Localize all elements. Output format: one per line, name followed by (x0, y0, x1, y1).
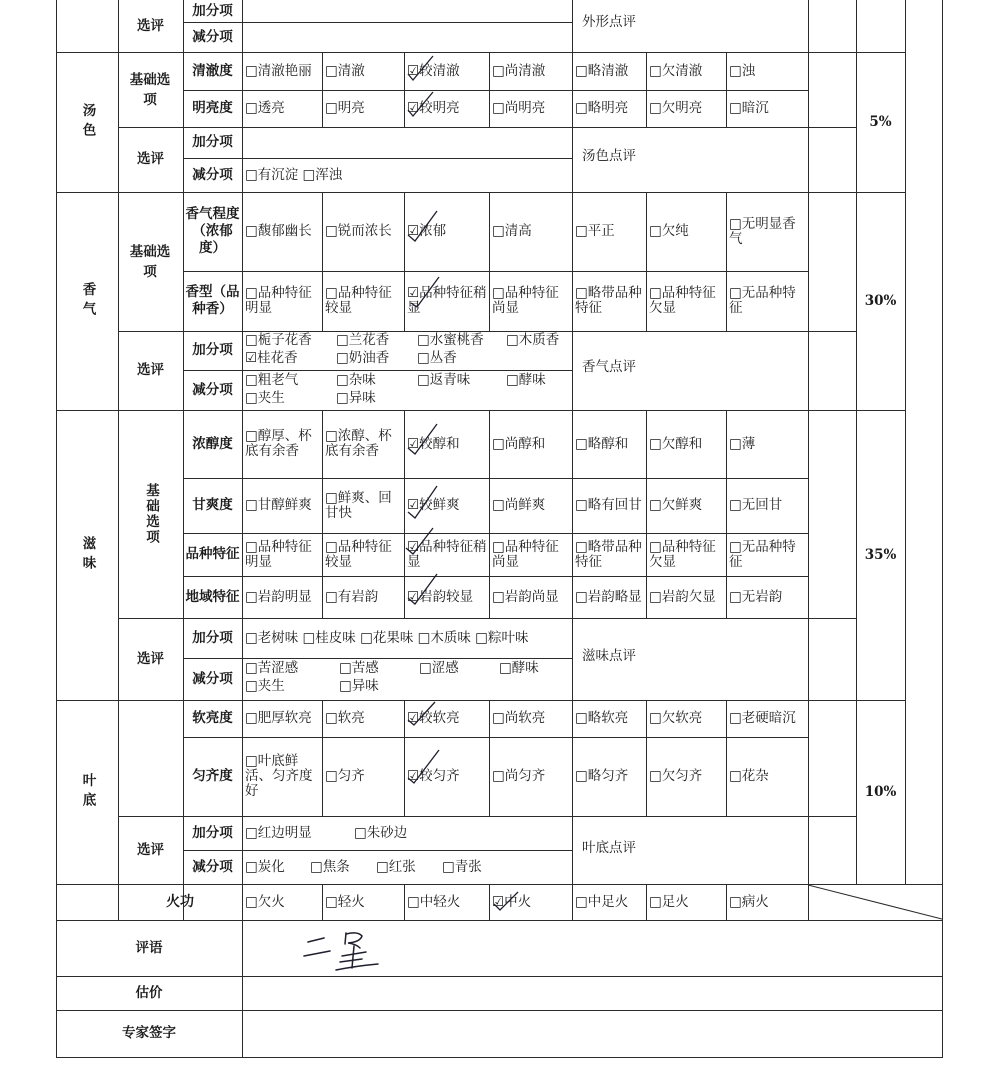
option-checkbox[interactable]: □岩韵欠显 (649, 588, 716, 605)
minus-option[interactable]: □异味 (339, 678, 379, 694)
option-checkbox[interactable]: □薄 (729, 435, 756, 452)
col-line (646, 700, 647, 816)
option-checkbox[interactable]: □清高 (492, 223, 532, 239)
col-line (726, 192, 727, 331)
tangse-jiafen-label: 加分项 (192, 134, 233, 150)
col-line (726, 410, 727, 618)
minus-option[interactable]: □异味 (336, 390, 376, 406)
option-checkbox[interactable]: □略清澈 (575, 62, 629, 79)
huogong-label: 火功 (166, 893, 194, 910)
col-line (726, 884, 727, 920)
option-checkbox[interactable]: □尚明亮 (492, 100, 546, 116)
option-checkbox[interactable]: □无明显香气 (729, 215, 796, 247)
ziwei-plus-options[interactable]: □老树味 □桂皮味 □花果味 □木质味 □粽叶味 (245, 629, 529, 646)
ziwei-row-label: 地域特征 (185, 588, 240, 605)
option-checkbox[interactable]: □花杂 (729, 768, 769, 784)
option-checkbox[interactable]: □浊 (729, 62, 756, 79)
option-checkbox[interactable]: □欠醇和 (649, 435, 703, 452)
option-checkbox[interactable]: □略醇和 (575, 435, 629, 452)
yedi-comment-label: 叶底点评 (582, 839, 636, 856)
xiangqi-xuanping-label: 选评 (137, 362, 164, 378)
ziwei-category: 滋味 (79, 535, 96, 575)
minus-option[interactable]: □夹生 (245, 390, 285, 406)
option-checkbox[interactable]: □透亮 (245, 100, 285, 116)
option-checkbox[interactable]: □有岩韵 (325, 588, 379, 605)
plus-option[interactable]: □丛香 (417, 350, 457, 366)
option-checkbox[interactable]: □软亮 (325, 710, 365, 726)
plus-option-checked[interactable]: ☑桂花香 (245, 350, 298, 366)
minus-option[interactable]: □红张 (376, 858, 416, 875)
col-line (322, 884, 323, 920)
option-checkbox[interactable]: □品种特征欠显 (649, 285, 716, 316)
plus-option[interactable]: □栀子花香 (245, 331, 312, 348)
tangse-minus-options[interactable]: □有沉淀 □浑浊 (245, 166, 343, 183)
option-checkbox[interactable]: □甘醇鲜爽 (245, 497, 312, 513)
yedi-jianfen-label: 减分项 (192, 858, 233, 875)
col-line (808, 0, 809, 920)
option-checkbox[interactable]: □明亮 (325, 100, 365, 116)
minus-option[interactable]: □炭化 (245, 858, 285, 875)
option-checkbox[interactable]: □略软亮 (575, 710, 629, 726)
ziwei-comment-label: 滋味点评 (582, 647, 636, 664)
col-line (404, 700, 405, 816)
option-checkbox[interactable]: □品种特征明显 (245, 285, 312, 316)
gujia-label: 估价 (135, 984, 163, 1001)
plus-option[interactable]: □水蜜桃香 (417, 331, 484, 348)
plus-option[interactable]: □木质香 (506, 331, 560, 348)
yedi-row-label: 匀齐度 (192, 768, 233, 784)
minus-option[interactable]: □酵味 (499, 659, 539, 676)
col-line (646, 884, 647, 920)
option-checkbox[interactable]: □鲜爽、回甘快 (325, 489, 392, 521)
col-line (322, 700, 323, 816)
option-checkbox-checked[interactable]: ☑品种特征稍显 (407, 285, 487, 316)
ziwei-jiafen-label: 加分项 (192, 629, 233, 646)
minus-option[interactable]: □焦条 (310, 858, 350, 875)
minus-option[interactable]: □青张 (442, 858, 482, 875)
option-checkbox[interactable]: □老硬暗沉 (729, 710, 796, 726)
option-checkbox[interactable]: □欠清澈 (649, 62, 703, 79)
minus-option[interactable]: □返青味 (417, 371, 471, 388)
col-line (404, 884, 405, 920)
ziwei-row-label: 浓醇度 (192, 435, 233, 452)
yedi-row-label: 软亮度 (192, 710, 233, 726)
option-checkbox[interactable]: □品种特征较显 (325, 285, 392, 316)
ziwei-row-label: 甘爽度 (192, 497, 233, 513)
option-checkbox[interactable]: □品种特征欠显 (649, 538, 716, 570)
diagonal-line (808, 884, 942, 920)
col-line (726, 700, 727, 816)
row-line (56, 1057, 942, 1058)
option-checkbox[interactable]: □中轻火 (407, 893, 461, 910)
option-checkbox[interactable]: □品种特征尚显 (492, 285, 559, 316)
ziwei-xuanping-label: 选评 (137, 650, 164, 667)
col-line (646, 410, 647, 618)
option-checkbox[interactable]: □岩韵明显 (245, 588, 312, 605)
option-checkbox[interactable]: □岩韵尚显 (492, 588, 559, 605)
option-checkbox[interactable]: □品种特征较显 (325, 538, 392, 570)
option-checkbox[interactable]: □无岩韵 (729, 588, 783, 605)
tangse-basic-label: 基础选项 (129, 71, 171, 108)
xiangqi-weight: 30% (864, 292, 897, 309)
tangse-row-label: 清澈度 (192, 62, 233, 79)
option-checkbox-checked[interactable]: ☑品种特征稍显 (407, 538, 487, 570)
col-line (572, 884, 573, 920)
option-checkbox[interactable]: □略匀齐 (575, 768, 629, 784)
option-checkbox[interactable]: □暗沉 (729, 100, 769, 116)
plus-option[interactable]: □朱砂边 (354, 824, 408, 841)
option-checkbox[interactable]: □略带品种特征 (575, 538, 642, 570)
appearance-comment-label: 外形点评 (582, 13, 636, 30)
option-checkbox[interactable]: □尚鲜爽 (492, 497, 546, 513)
xiangqi-comment-label: 香气点评 (582, 358, 636, 375)
option-checkbox[interactable]: □欠火 (245, 893, 285, 910)
yedi-xuanping-label: 选评 (137, 841, 164, 858)
ziwei-weight: 35% (864, 546, 897, 563)
option-checkbox[interactable]: □欠软亮 (649, 710, 703, 726)
ziwei-basic-label: 基础选项 (143, 483, 159, 545)
minus-option[interactable]: □苦感 (339, 659, 379, 676)
ziwei-jianfen-label: 减分项 (192, 670, 233, 687)
pingyu-label: 评语 (135, 939, 163, 956)
option-checkbox-checked[interactable]: ☑较醇和 (407, 435, 460, 452)
minus-option[interactable]: □涩感 (419, 659, 459, 676)
col-line (905, 0, 906, 884)
option-checkbox[interactable]: □肥厚软亮 (245, 710, 312, 726)
plus-option[interactable]: □奶油香 (336, 350, 390, 366)
option-checkbox[interactable]: □清澈艳丽 (245, 62, 312, 79)
option-checkbox-checked[interactable]: ☑较软亮 (407, 710, 460, 726)
option-checkbox[interactable]: □略带品种特征 (575, 285, 642, 316)
col-line (322, 410, 323, 618)
minus-option[interactable]: □粗老气 (245, 371, 299, 388)
option-checkbox[interactable]: □无品种特征 (729, 538, 796, 570)
ziwei-row-label: 品种特征 (185, 546, 240, 562)
col-line (404, 192, 405, 331)
tangse-row-label: 明亮度 (192, 100, 233, 116)
xiangqi-row-label: 香型（品种香） (185, 284, 240, 317)
xiangqi-row-label: 香气程度（浓郁度） (185, 206, 240, 256)
option-checkbox[interactable]: □中足火 (575, 893, 629, 910)
col-line (646, 192, 647, 331)
plus-option[interactable]: □兰花香 (336, 331, 390, 348)
option-checkbox[interactable]: □尚软亮 (492, 710, 546, 726)
handwritten-comment[interactable] (300, 928, 390, 974)
option-checkbox[interactable]: □无品种特征 (729, 285, 796, 316)
col-line (322, 192, 323, 331)
option-checkbox[interactable]: □欠匀齐 (649, 768, 703, 784)
xiangqi-category: 香气 (79, 281, 96, 321)
option-checkbox-checked[interactable]: ☑较匀齐 (407, 768, 460, 784)
option-checkbox-checked[interactable]: ☑浓郁 (407, 223, 447, 239)
option-checkbox[interactable]: □略有回甘 (575, 497, 642, 513)
option-checkbox[interactable]: □轻火 (325, 893, 365, 910)
qianzi-label: 专家签字 (122, 1025, 176, 1041)
option-checkbox[interactable]: □叶底鲜活、匀齐度好 (245, 753, 313, 799)
tangse-comment-label: 汤色点评 (582, 147, 636, 164)
option-checkbox[interactable]: □品种特征尚显 (492, 538, 559, 570)
xiangqi-jianfen-label: 减分项 (192, 381, 233, 398)
option-checkbox[interactable]: □平正 (575, 223, 615, 239)
option-checkbox[interactable]: □馥郁幽长 (245, 223, 312, 239)
minus-option[interactable]: □夹生 (245, 678, 285, 694)
top-jianfen-label: 减分项 (192, 28, 233, 45)
option-checkbox[interactable]: □匀齐 (325, 768, 365, 784)
minus-option[interactable]: □酵味 (506, 371, 546, 388)
option-checkbox-checked[interactable]: ☑岩韵较显 (407, 588, 474, 605)
option-checkbox[interactable]: □清澈 (325, 62, 365, 79)
option-checkbox[interactable]: □醇厚、杯底有余香 (245, 428, 312, 459)
plus-option[interactable]: □红边明显 (245, 824, 312, 841)
option-checkbox[interactable]: □锐而浓长 (325, 223, 392, 239)
option-checkbox-checked[interactable]: ☑较鲜爽 (407, 497, 460, 513)
option-checkbox-checked[interactable]: ☑较清澈 (407, 62, 460, 79)
tangse-weight: 5% (869, 113, 892, 130)
xiangqi-basic-label: 基础选项 (129, 243, 171, 280)
option-checkbox[interactable]: □岩韵略显 (575, 588, 642, 605)
option-checkbox-checked[interactable]: ☑中火 (492, 893, 532, 910)
option-checkbox[interactable]: □欠明亮 (649, 100, 703, 116)
option-checkbox[interactable]: □品种特征明显 (245, 538, 312, 570)
yedi-weight: 10% (864, 783, 897, 800)
option-checkbox[interactable]: □无回甘 (729, 497, 783, 513)
option-checkbox[interactable]: □欠鲜爽 (649, 497, 703, 513)
tangse-xuanping-label: 选评 (137, 151, 164, 167)
yedi-jiafen-label: 加分项 (192, 824, 233, 841)
option-checkbox[interactable]: □浓醇、杯底有余香 (325, 428, 392, 459)
col-line (489, 192, 490, 331)
option-checkbox[interactable]: □尚匀齐 (492, 768, 546, 784)
top-jiafen-label: 加分项 (192, 2, 233, 19)
option-checkbox[interactable]: □足火 (649, 893, 689, 910)
border-right (942, 0, 943, 1058)
minus-option[interactable]: □杂味 (336, 371, 376, 388)
option-checkbox[interactable]: □病火 (729, 893, 769, 910)
yedi-category: 叶底 (79, 772, 96, 812)
option-checkbox[interactable]: □欠纯 (649, 223, 689, 239)
col-line (489, 884, 490, 920)
col-line (404, 410, 405, 618)
top-xuanping-label: 选评 (137, 17, 164, 34)
option-checkbox[interactable]: □略明亮 (575, 100, 629, 116)
tangse-category: 汤色 (79, 102, 96, 142)
option-checkbox[interactable]: □尚醇和 (492, 435, 546, 452)
option-checkbox[interactable]: □尚清澈 (492, 62, 546, 79)
minus-option[interactable]: □苦涩感 (245, 659, 299, 676)
col-line (489, 700, 490, 816)
tangse-jianfen-label: 减分项 (192, 166, 233, 183)
option-checkbox-checked[interactable]: ☑较明亮 (407, 100, 460, 116)
col-line (489, 410, 490, 618)
xiangqi-jiafen-label: 加分项 (192, 342, 233, 358)
